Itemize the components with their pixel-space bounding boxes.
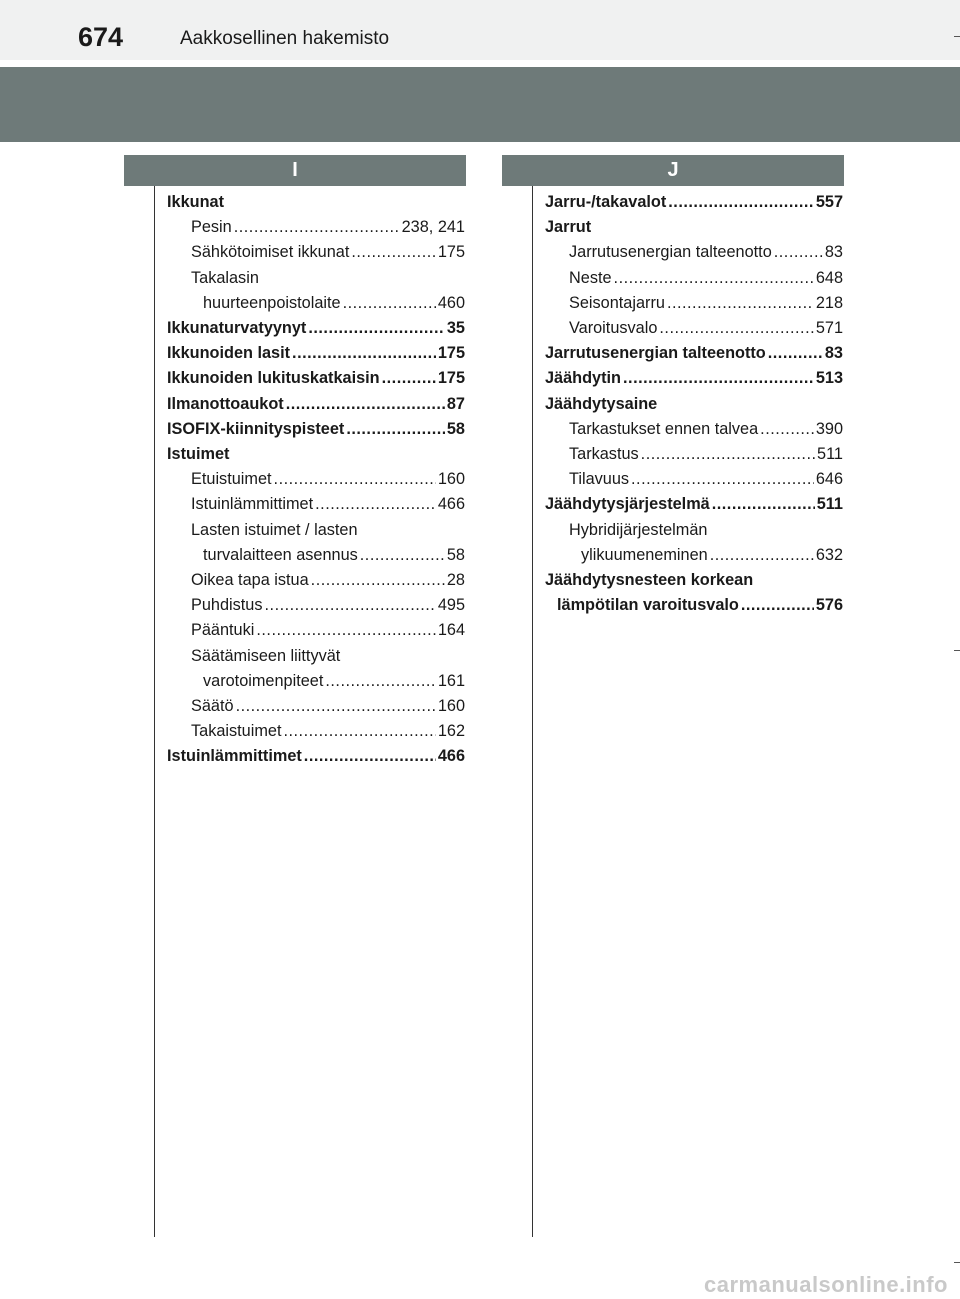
index-entry bbox=[167, 568, 465, 593]
entry-term: Ikkunat bbox=[167, 193, 225, 211]
entry-term: huurteenpoistolaite bbox=[203, 293, 341, 312]
entry-page: 648 bbox=[815, 268, 843, 287]
index-entry bbox=[545, 593, 843, 618]
entry-page: 161 bbox=[437, 671, 465, 690]
index-entry bbox=[545, 392, 843, 417]
leader-dots bbox=[667, 291, 814, 316]
entry-term: Tarkastukset ennen talvea bbox=[569, 419, 759, 438]
entry-term: Jäähdytysnesteen korkean bbox=[545, 571, 754, 590]
index-entry bbox=[167, 366, 465, 391]
leader-dots bbox=[343, 291, 436, 316]
leader-dots bbox=[614, 266, 814, 291]
entry-page: 58 bbox=[446, 419, 465, 438]
leader-dots bbox=[760, 417, 814, 442]
entry-term: Jarrut bbox=[545, 218, 592, 237]
leader-dots bbox=[283, 719, 435, 744]
leader-dots bbox=[768, 341, 823, 366]
section-letter-i: I bbox=[124, 155, 466, 186]
entry-term: Ikkunaturvatyynyt bbox=[167, 319, 307, 338]
section-letter-j: J bbox=[502, 155, 844, 186]
index-entry bbox=[545, 240, 843, 265]
index-entry bbox=[545, 316, 843, 341]
leader-dots bbox=[286, 392, 445, 417]
entry-page: 35 bbox=[446, 319, 465, 338]
running-title: Aakkosellinen hakemisto bbox=[180, 28, 390, 49]
leader-dots bbox=[346, 417, 445, 442]
entry-page: 175 bbox=[437, 369, 465, 388]
leader-dots bbox=[668, 190, 814, 215]
leader-dots bbox=[741, 593, 814, 618]
entry-term: Istuinlämmittimet bbox=[191, 495, 314, 514]
entry-page: 466 bbox=[437, 747, 465, 766]
index-entry bbox=[167, 543, 465, 568]
entry-page: 83 bbox=[824, 344, 843, 363]
leader-dots bbox=[382, 366, 436, 391]
index-entry bbox=[167, 694, 465, 719]
entry-term: Hybridijärjestelmän bbox=[569, 520, 708, 539]
entry-term: Ilmanottoaukot bbox=[167, 394, 284, 413]
index-entry bbox=[545, 518, 843, 543]
entry-page: 28 bbox=[446, 571, 465, 590]
leader-dots bbox=[631, 467, 814, 492]
entry-page: 495 bbox=[437, 596, 465, 615]
index-entry bbox=[167, 744, 465, 769]
entry-page: 164 bbox=[437, 621, 465, 640]
entry-term: Puhdistus bbox=[191, 596, 263, 615]
entry-term: Ikkunoiden lasit bbox=[167, 344, 291, 363]
page-number: 674 bbox=[78, 22, 124, 52]
index-entry bbox=[545, 190, 843, 215]
entry-page: 218 bbox=[815, 293, 843, 312]
header-strip bbox=[0, 0, 960, 60]
leader-dots bbox=[256, 618, 435, 643]
index-column-j bbox=[545, 190, 843, 618]
entry-page: 513 bbox=[815, 369, 843, 388]
entry-page: 511 bbox=[817, 445, 843, 464]
leader-dots bbox=[641, 442, 815, 467]
entry-term: Tilavuus bbox=[569, 470, 630, 489]
entry-term: Varoitusvalo bbox=[569, 319, 658, 338]
entry-term: Tarkastus bbox=[569, 445, 639, 464]
entry-page: 238, 241 bbox=[401, 218, 465, 237]
entry-term: Takaistuimet bbox=[191, 722, 282, 741]
entry-page: 460 bbox=[437, 293, 465, 312]
entry-page: 87 bbox=[446, 394, 465, 413]
index-entry bbox=[545, 215, 843, 240]
leader-dots bbox=[274, 467, 436, 492]
index-entry bbox=[167, 266, 465, 291]
crop-mark bbox=[954, 36, 960, 37]
entry-page: 160 bbox=[437, 470, 465, 489]
entry-term: ylikuumeneminen bbox=[581, 545, 708, 564]
entry-page: 83 bbox=[824, 243, 843, 262]
index-entry bbox=[167, 669, 465, 694]
index-entry bbox=[167, 518, 465, 543]
leader-dots bbox=[325, 669, 435, 694]
entry-page: 160 bbox=[437, 697, 465, 716]
index-entry bbox=[167, 417, 465, 442]
entry-term: Jarrutusenergian talteenotto bbox=[569, 243, 772, 262]
leader-dots bbox=[659, 316, 813, 341]
leader-dots bbox=[315, 492, 436, 517]
entry-term: Jäähdytysaine bbox=[545, 394, 658, 413]
index-entry bbox=[545, 366, 843, 391]
entry-term: Jarrutusenergian talteenotto bbox=[545, 344, 766, 363]
entry-page: 58 bbox=[446, 545, 465, 564]
leader-dots bbox=[774, 240, 823, 265]
index-entry bbox=[167, 618, 465, 643]
leader-dots bbox=[360, 543, 445, 568]
entry-term: Pesin bbox=[191, 218, 232, 237]
leader-dots bbox=[623, 366, 814, 391]
index-entry bbox=[167, 467, 465, 492]
leader-dots bbox=[292, 341, 436, 366]
entry-term: lämpötilan varoitusvalo bbox=[557, 596, 739, 615]
entry-page: 175 bbox=[437, 344, 465, 363]
entry-term: Etuistuimet bbox=[191, 470, 272, 489]
entry-term: Neste bbox=[569, 268, 612, 287]
index-entry bbox=[545, 341, 843, 366]
index-entry bbox=[545, 291, 843, 316]
entry-page: 632 bbox=[815, 545, 843, 564]
entry-page: 646 bbox=[815, 470, 843, 489]
index-entry bbox=[545, 417, 843, 442]
entry-page: 557 bbox=[815, 193, 843, 211]
entry-page: 576 bbox=[815, 596, 843, 615]
index-entry bbox=[167, 442, 465, 467]
leader-dots bbox=[308, 316, 445, 341]
entry-term: varotoimenpiteet bbox=[203, 671, 324, 690]
crop-mark bbox=[954, 1262, 960, 1263]
index-entry bbox=[167, 215, 465, 240]
entry-page: 466 bbox=[437, 495, 465, 514]
index-entry bbox=[545, 467, 843, 492]
index-entry bbox=[167, 593, 465, 618]
entry-term: Lasten istuimet / lasten bbox=[191, 520, 358, 539]
index-entry bbox=[167, 190, 465, 215]
entry-term: Jarru-/takavalot bbox=[545, 193, 667, 211]
index-entry bbox=[167, 341, 465, 366]
entry-term: Sähkötoimiset ikkunat bbox=[191, 243, 350, 262]
leader-dots bbox=[311, 568, 445, 593]
column-rule-right bbox=[532, 186, 533, 1237]
entry-term: Ikkunoiden lukituskatkaisin bbox=[167, 369, 380, 388]
index-entry bbox=[545, 543, 843, 568]
index-entry bbox=[545, 568, 843, 593]
leader-dots bbox=[234, 215, 400, 240]
entry-page: 390 bbox=[815, 419, 843, 438]
index-entry bbox=[167, 291, 465, 316]
leader-dots bbox=[712, 492, 815, 517]
entry-page: 571 bbox=[815, 319, 843, 338]
leader-dots bbox=[236, 694, 436, 719]
watermark: carmanualsonline.info bbox=[704, 1272, 948, 1297]
leader-dots bbox=[265, 593, 436, 618]
entry-term: ISOFIX-kiinnityspisteet bbox=[167, 419, 345, 438]
entry-page: 162 bbox=[437, 722, 465, 741]
index-column-i bbox=[167, 190, 465, 770]
index-entry bbox=[545, 442, 843, 467]
header-band bbox=[0, 67, 960, 142]
index-entry bbox=[167, 316, 465, 341]
entry-page: 511 bbox=[816, 495, 843, 514]
entry-term: Jäähdytysjärjestelmä bbox=[545, 495, 710, 514]
index-entry bbox=[167, 240, 465, 265]
entry-term: Seisontajarru bbox=[569, 293, 665, 312]
entry-term: Pääntuki bbox=[191, 621, 255, 640]
entry-term: Istuinlämmittimet bbox=[167, 747, 302, 766]
entry-page: 175 bbox=[437, 243, 465, 262]
leader-dots bbox=[304, 744, 436, 769]
leader-dots bbox=[710, 543, 814, 568]
crop-mark bbox=[954, 650, 960, 651]
index-entry bbox=[167, 392, 465, 417]
column-rule-left bbox=[154, 186, 155, 1237]
leader-dots bbox=[351, 240, 435, 265]
entry-term: Takalasin bbox=[191, 268, 259, 287]
entry-term: Jäähdytin bbox=[545, 369, 622, 388]
entry-term: Säätö bbox=[191, 697, 234, 716]
index-entry bbox=[545, 266, 843, 291]
index-entry bbox=[167, 492, 465, 517]
entry-term: turvalaitteen asennus bbox=[203, 545, 358, 564]
index-entry bbox=[545, 492, 843, 517]
entry-term: Oikea tapa istua bbox=[191, 571, 309, 590]
entry-term: Säätämiseen liittyvät bbox=[191, 646, 341, 665]
index-entry bbox=[167, 644, 465, 669]
entry-term: Istuimet bbox=[167, 445, 230, 464]
index-entry bbox=[167, 719, 465, 744]
